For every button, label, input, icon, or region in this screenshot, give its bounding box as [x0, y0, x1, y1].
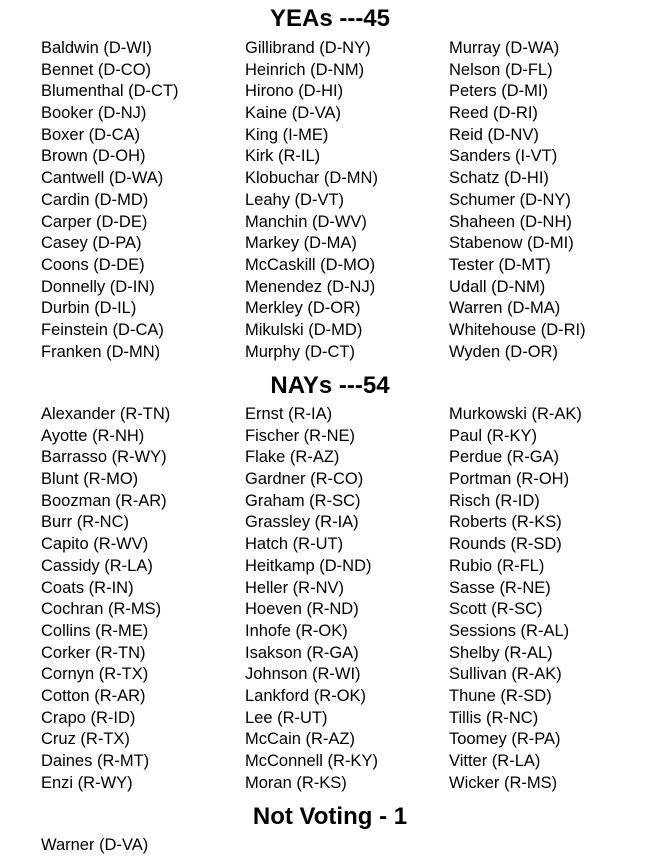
senator-name: Lee (R-UT) [245, 708, 328, 727]
senator-name: Murkowski (R-AK) [449, 405, 582, 423]
senator-name: Manchin (D-WV) [245, 212, 367, 231]
senator-name: Udall (D-NM) [449, 277, 546, 296]
senator-name: Heitkamp (D-ND) [245, 556, 372, 575]
senator-name: Rubio (R-FL) [449, 556, 545, 575]
senator-name: Fischer (R-NE) [245, 426, 355, 445]
senator-name: Boxer (D-CA) [41, 125, 141, 144]
not-voting-heading: Not Voting - 1 [252, 803, 408, 830]
senator-name: Crapo (R-ID) [41, 708, 136, 727]
yeas-column [245, 38, 449, 363]
senator-name: Flake (R-AZ) [245, 448, 340, 467]
senator-name: Burr (R-NC) [41, 513, 129, 532]
senator-name: King (I-ME) [245, 125, 329, 144]
senator-name: Barrasso (R-WY) [41, 448, 167, 467]
senator-name: Leahy (D-VT) [245, 190, 345, 209]
nays-heading: NAYs ---54 [270, 372, 390, 399]
senator-name: Collins (R-ME) [41, 621, 149, 640]
senator-name: Kaine (D-VA) [245, 104, 341, 123]
not-voting-column [41, 835, 245, 857]
senator-name: Cardin (D-MD) [41, 190, 149, 209]
senator-name: Hirono (D-HI) [245, 82, 344, 101]
senator-name: Gardner (R-CO) [245, 470, 364, 489]
senator-name: Whitehouse (D-RI) [449, 320, 586, 339]
senator-name: Alexander (R-TN) [41, 405, 171, 423]
senator-name: Sasse (R-NE) [449, 578, 551, 597]
senator-name: Ernst (R-IA) [245, 405, 333, 423]
senator-name: Lankford (R-OK) [245, 686, 367, 705]
senator-name: Sanders (I-VT) [449, 147, 558, 166]
senator-name: Tillis (R-NC) [449, 708, 539, 727]
senator-name: Cochran (R-MS) [41, 600, 162, 619]
senator-name: Paul (R-KY) [449, 426, 538, 445]
senator-name: Booker (D-NJ) [41, 104, 147, 123]
senator-name: Vitter (R-LA) [449, 752, 541, 770]
senator-name: Merkley (D-OR) [245, 299, 361, 318]
senator-name: McConnell (R-KY) [245, 752, 378, 770]
senator-name: Durbin (D-IL) [41, 299, 137, 318]
senator-name: Warner (D-VA) [41, 836, 149, 854]
senator-name: Scott (R-SC) [449, 600, 543, 619]
senator-name: Toomey (R-PA) [449, 730, 561, 749]
nays-column [41, 404, 245, 794]
senator-name: Murphy (D-CT) [245, 342, 355, 361]
senator-name: Heller (R-NV) [245, 578, 344, 597]
senator-name: Brown (D-OH) [41, 147, 146, 166]
senator-name: Reid (D-NV) [449, 125, 539, 144]
senator-name: Graham (R-SC) [245, 491, 361, 510]
senator-name: Reed (D-RI) [449, 104, 538, 123]
senator-name: Coons (D-DE) [41, 255, 145, 274]
senator-name: Blumenthal (D-CT) [41, 82, 179, 101]
nays-column [449, 404, 653, 794]
yeas-column [449, 38, 653, 363]
senator-name: Hatch (R-UT) [245, 535, 344, 554]
senator-name: Casey (D-PA) [41, 234, 142, 253]
senator-name: Warren (D-MA) [449, 299, 561, 318]
senator-name: Hoeven (R-ND) [245, 600, 359, 619]
senator-name: McCaskill (D-MO) [245, 255, 376, 274]
senator-name: Isakson (R-GA) [245, 643, 359, 662]
senator-name: Wyden (D-OR) [449, 342, 558, 361]
senator-name: Sessions (R-AL) [449, 621, 570, 640]
senator-name: Shelby (R-AL) [449, 643, 553, 662]
senator-name: Daines (R-MT) [41, 752, 150, 770]
senator-name: Carper (D-DE) [41, 212, 148, 231]
yeas-list [41, 38, 653, 363]
senator-name: Shaheen (D-NH) [449, 212, 572, 231]
senator-name: Tester (D-MT) [449, 255, 551, 274]
senator-name: Rounds (R-SD) [449, 535, 562, 554]
yeas-column [41, 38, 245, 363]
senator-name: Coats (R-IN) [41, 578, 134, 597]
senator-name: Peters (D-MI) [449, 82, 548, 101]
senator-name: Nelson (D-FL) [449, 60, 553, 79]
yeas-heading: YEAs ---45 [269, 5, 391, 32]
senator-name: Portman (R-OH) [449, 470, 570, 489]
senator-name: Donnelly (D-IN) [41, 277, 155, 296]
senator-name: Murray (D-WA) [449, 39, 560, 57]
nays-column [245, 404, 449, 794]
senator-name: Stabenow (D-MI) [449, 234, 574, 253]
senator-name: Cruz (R-TX) [41, 730, 130, 749]
senator-name: Feinstein (D-CA) [41, 320, 164, 339]
senator-name: Bennet (D-CO) [41, 60, 152, 79]
senator-name: Grassley (R-IA) [245, 513, 359, 532]
senator-name: Klobuchar (D-MN) [245, 169, 378, 188]
senator-name: Sullivan (R-AK) [449, 665, 562, 684]
senator-name: Moran (R-KS) [245, 773, 347, 792]
senator-name: Kirk (R-IL) [245, 147, 321, 166]
senator-name: Markey (D-MA) [245, 234, 357, 253]
senator-name: McCain (R-AZ) [245, 730, 355, 749]
senator-name: Cantwell (D-WA) [41, 169, 164, 188]
senator-name: Cassidy (R-LA) [41, 556, 153, 575]
senator-name: Heinrich (D-NM) [245, 60, 365, 79]
senator-name: Boozman (R-AR) [41, 491, 167, 510]
senator-name: Thune (R-SD) [449, 686, 552, 705]
senator-name: Blunt (R-MO) [41, 470, 139, 489]
senator-name: Corker (R-TN) [41, 643, 146, 662]
senator-name: Risch (R-ID) [449, 491, 540, 510]
senator-name: Enzi (R-WY) [41, 773, 133, 792]
not-voting-list [41, 835, 653, 857]
senator-name: Menendez (D-NJ) [245, 277, 376, 296]
senator-name: Cornyn (R-TX) [41, 665, 149, 684]
senator-name: Schatz (D-HI) [449, 169, 549, 188]
senator-name: Mikulski (D-MD) [245, 320, 363, 339]
senator-name: Capito (R-WV) [41, 535, 149, 554]
senator-name: Johnson (R-WI) [245, 665, 361, 684]
nays-list [41, 404, 653, 794]
senator-name: Baldwin (D-WI) [41, 39, 152, 57]
senator-name: Perdue (R-GA) [449, 448, 560, 467]
senator-name: Schumer (D-NY) [449, 190, 571, 209]
senator-name: Cotton (R-AR) [41, 686, 146, 705]
senator-name: Wicker (R-MS) [449, 773, 558, 792]
senator-name: Roberts (R-KS) [449, 513, 562, 532]
senator-name: Inhofe (R-OK) [245, 621, 348, 640]
senator-name: Franken (D-MN) [41, 342, 161, 361]
senator-name: Gillibrand (D-NY) [245, 39, 371, 57]
senator-name: Ayotte (R-NH) [41, 426, 145, 445]
